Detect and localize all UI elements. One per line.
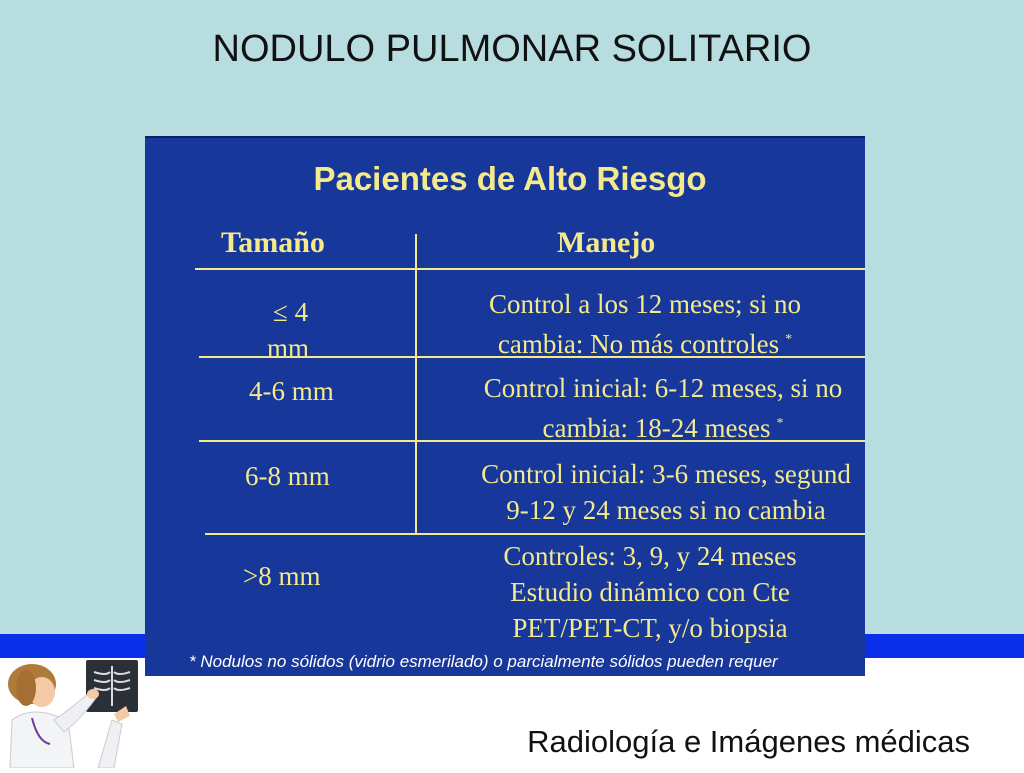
management-cell: Control inicial: 3-6 meses, segund 9-12 y 24 meses si no cambia xyxy=(481,459,851,525)
row-divider xyxy=(195,268,865,270)
size-cell: 6-8 mm xyxy=(245,461,330,491)
size-cell: ≤ 4 xyxy=(273,297,309,327)
table-footnote: * Nodulos no sólidos (vidrio esmerilado) o parcialmente sólidos pueden requer xyxy=(189,652,778,671)
doctor-with-xray-icon xyxy=(2,658,152,768)
management-table-image xyxy=(145,136,865,676)
column-divider xyxy=(415,234,417,534)
slide-title: NODULO PULMONAR SOLITARIO xyxy=(212,28,812,70)
management-cell: Control a los 12 meses; si no cambia: No más controles * xyxy=(489,289,801,359)
asterisk-mark: * xyxy=(785,332,793,347)
header-management: Manejo xyxy=(557,226,656,259)
slide-footer: Radiología e Imágenes médicas xyxy=(527,724,970,759)
size-cell: >8 mm xyxy=(243,561,321,591)
header-size: Tamaño xyxy=(221,226,325,259)
management-cell: Controles: 3, 9, y 24 meses Estudio dinámico con Cte PET/PET-CT, y/o biopsia xyxy=(503,541,797,643)
size-cell: 4-6 mm xyxy=(249,376,334,406)
management-cell: Control inicial: 6-12 meses, si no cambia: 18-24 meses * xyxy=(483,373,843,443)
asterisk-mark: * xyxy=(776,416,784,431)
table-title: Pacientes de Alto Riesgo xyxy=(313,160,707,197)
row-divider xyxy=(205,533,865,535)
size-cell: mm xyxy=(267,333,310,363)
